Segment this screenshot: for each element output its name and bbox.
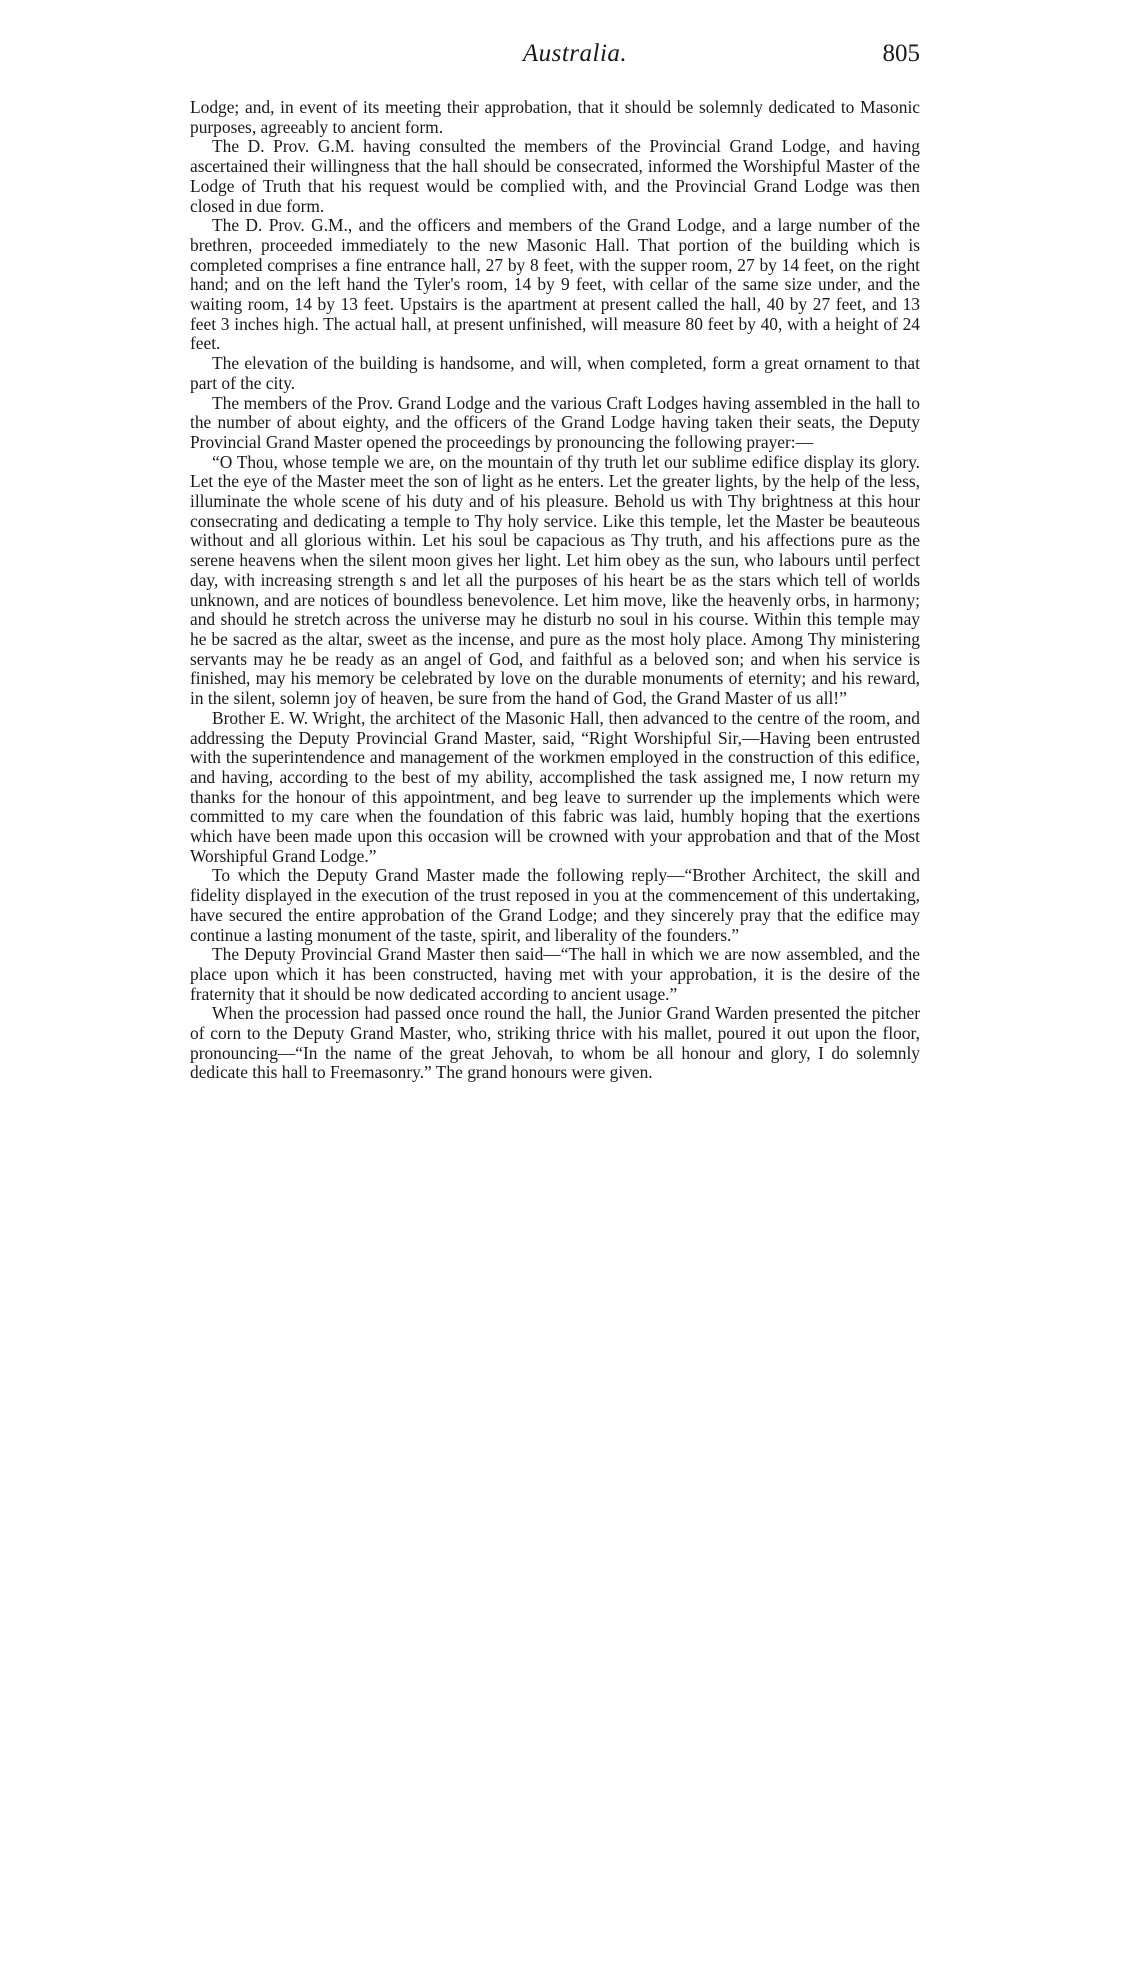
paragraph: The D. Prov. G.M., and the officers and members of the Grand Lodge, and a large number of the brethren, proceeded immediately to the new Masonic Hall. That portion of the building which is completed comprises a fine entrance hall, 27 by 8 feet, with the supper room, 27 by 14 feet, on the right hand; and on the left hand the Tyler's room, 14 by 9 feet, with cellar of the same size under, and the waiting room, 14 by 13 feet. Upstairs is the apartment at present called the hall, 40 by 27 feet, and 13 feet 3 inches high. The actual hall, at present unfinished, will measure 80 feet by 40, with a height of 24 feet. xyxy=(190,215,920,354)
paragraph: Brother E. W. Wright, the architect of the Masonic Hall, then advanced to the centre of the room, and addressing the Deputy Provincial Grand Master, said, “Right Worshipful Sir,—Having been entrusted with the superintendence and management of the workmen employed in the construction of this edifice, and having, according to the best of my ability, accomplished the task assigned me, I now return my thanks for the honour of this appointment, and beg leave to surrender up the implements which were committed to my care when the foundation of this fabric was laid, humbly hoping that the exertions which have been made upon this occasion will be crowned with your approbation and that of the Most Worshipful Grand Lodge.” xyxy=(190,707,920,866)
body-text xyxy=(190,98,920,1083)
paragraph: When the procession had passed once round the hall, the Junior Grand Warden presented the pitcher of corn to the Deputy Grand Master, who, striking thrice with his mallet, poured it out upon the floor, pronouncing—“In the name of the great Jehovah, to whom be all honour and glory, I do solemnly dedicate this hall to Freemasonry.” The grand honours were given. xyxy=(190,1003,920,1083)
paragraph: The Deputy Provincial Grand Master then said—“The hall in which we are now assembled, and the place upon which it has been constructed, having met with your approbation, it is the desire of the fraternity that it should be now dedicated according to ancient usage.” xyxy=(190,944,920,1004)
running-head xyxy=(190,40,920,80)
prayer-paragraph: “O Thou, whose temple we are, on the mountain of thy truth let our sublime edifice display its glory. Let the eye of the Master meet the son of light as he enters. Let the greater lights, by the help of the less, illuminate the whole scene of his duty and of his pleasure. Behold us with Thy brightness at this hour consecrating and dedicating a temple to Thy holy service. Like this temple, let the Master be beauteous without and all glorious within. Let his soul be capacious as Thy truth, and his affections pure as the serene heavens when the silent moon gives her light. Let him obey as the sun, who labours until perfect day, with increasing strength s and let all the purposes of his heart be as the stars which tell of worlds unknown, and are notices of boundless benevolence. Let him move, like the heavenly orbs, in harmony; and should he stretch across the universe may he disturb no soul in his course. Within this temple may he be sacred as the altar, sweet as the incense, and pure as the most holy place. Among Thy ministering servants may he be ready as an angel of God, and faithful as a beloved son; and when his service is finished, may his memory be celebrated by love on the durable monuments of eternity; and his reward, in the silent, solemn joy of heaven, be sure from the hand of God, the Grand Master of us all!” xyxy=(190,451,920,709)
paragraph: To which the Deputy Grand Master made the following reply—“Brother Architect, the skill and fidelity displayed in the execution of the trust reposed in you at the commencement of this undertaking, have secured the entire approbation of the Grand Lodge; and they sincerely pray that the edifice may continue a lasting monument of the taste, spirit, and liberality of the founders.” xyxy=(190,865,920,945)
paragraph: The members of the Prov. Grand Lodge and the various Craft Lodges having assembled in the hall to the number of about eighty, and the officers of the Grand Lodge having taken their seats, the Deputy Provincial Grand Master opened the proceedings by pronouncing the following prayer:— xyxy=(190,392,920,452)
paragraph: Lodge; and, in event of its meeting their approbation, that it should be solemnly dedicated to Masonic purposes, agreeably to ancient form. xyxy=(190,97,920,137)
paragraph: The D. Prov. G.M. having consulted the members of the Provincial Grand Lodge, and having ascertained their willingness that the hall should be consecrated, informed the Worshipful Master of the Lodge of Truth that his request would be complied with, and the Provincial Grand Lodge was then closed in due form. xyxy=(190,136,920,216)
paragraph: The elevation of the building is handsome, and will, when completed, form a great ornament to that part of the city. xyxy=(190,353,920,393)
page-number: 805 xyxy=(882,40,920,67)
running-title: Australia. xyxy=(522,40,628,67)
